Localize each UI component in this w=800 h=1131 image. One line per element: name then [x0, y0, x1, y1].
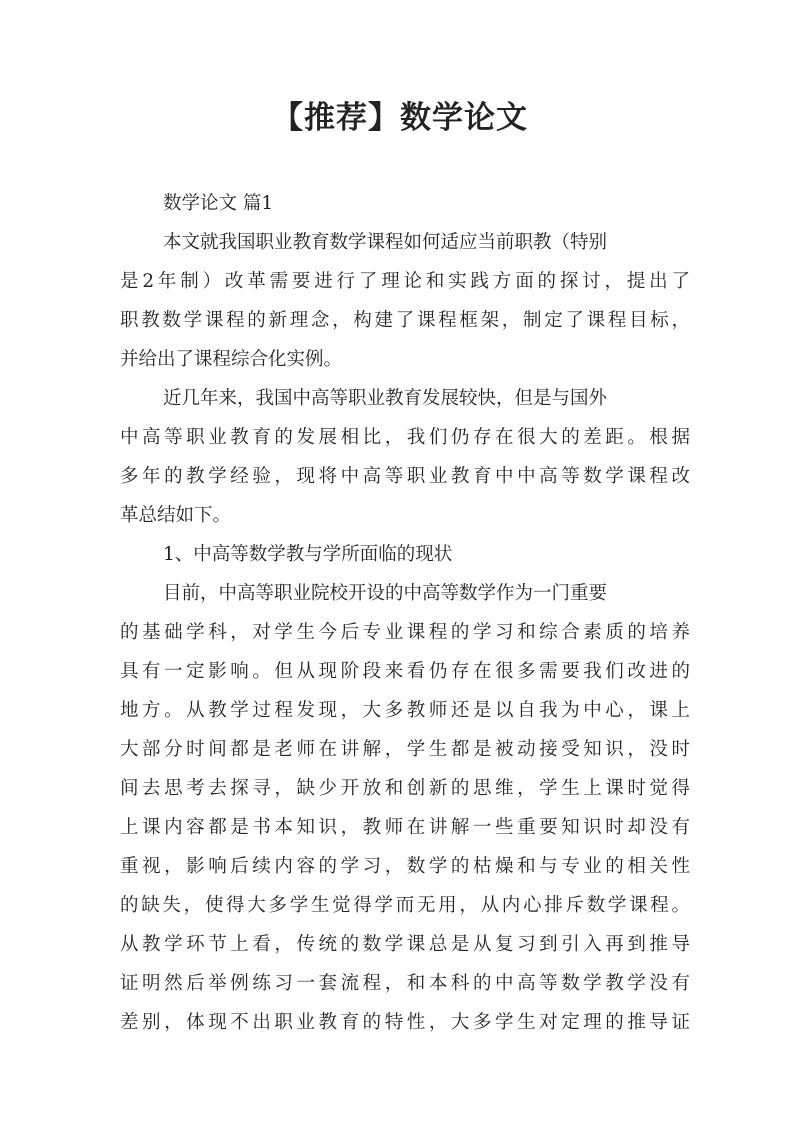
paragraph-line: 多年的教学经验，现将中高等职业教育中中高等数学课程改: [120, 466, 690, 487]
paragraph-line: 本文就我国职业教育数学课程如何适应当前职教（特别: [163, 232, 608, 253]
paragraph-line: 上课内容都是书本知识，教师在讲解一些重要知识时却没有: [120, 817, 690, 838]
paragraph-line: 革总结如下。: [120, 505, 232, 526]
paragraph-line: 的缺失，使得大多学生觉得学而无用，从内心排斥数学课程。: [120, 895, 690, 916]
paragraph-line: 间去思考去探寻，缺少开放和创新的思维，学生上课时觉得: [120, 778, 690, 799]
section-heading: 1、中高等数学教与学所面临的现状: [163, 544, 453, 565]
paragraph-line: 地方。从教学过程发现，大多教师还是以自我为中心，课上: [120, 700, 690, 721]
paragraph-line: 职教数学课程的新理念，构建了课程框架，制定了课程目标，: [120, 310, 690, 331]
paragraph-line: 差别，体现不出职业教育的特性，大多学生对定理的推导证: [120, 1012, 690, 1033]
paragraph-line: 中高等职业教育的发展相比，我们仍存在很大的差距。根据: [120, 427, 690, 448]
paragraph-line: 大部分时间都是老师在讲解，学生都是被动接受知识，没时: [120, 739, 690, 760]
paragraph-line: 从教学环节上看，传统的数学课总是从复习到引入再到推导: [120, 934, 690, 955]
paragraph-line: 的基础学科，对学生今后专业课程的学习和综合素质的培养: [120, 622, 690, 643]
document-body: [120, 184, 690, 1042]
paragraph-line: 具有一定影响。但从现阶段来看仍存在很多需要我们改进的: [120, 661, 690, 682]
section-heading: 数学论文 篇1: [163, 193, 274, 214]
paragraph-line: 重视，影响后续内容的学习，数学的枯燥和与专业的相关性: [120, 856, 690, 877]
paragraph-line: 目前，中高等职业院校开设的中高等数学作为一门重要: [163, 583, 608, 604]
paragraph-line: 并给出了课程综合化实例。: [120, 349, 343, 370]
paragraph-line: 证明然后举例练习一套流程，和本科的中高等数学教学没有: [120, 973, 690, 994]
document-title: 【推荐】数学论文: [272, 100, 528, 136]
paragraph-line: 近几年来，我国中高等职业教育发展较快，但是与国外: [163, 388, 608, 409]
paragraph-line: 是2年制）改革需要进行了理论和实践方面的探讨，提出了: [120, 271, 690, 292]
